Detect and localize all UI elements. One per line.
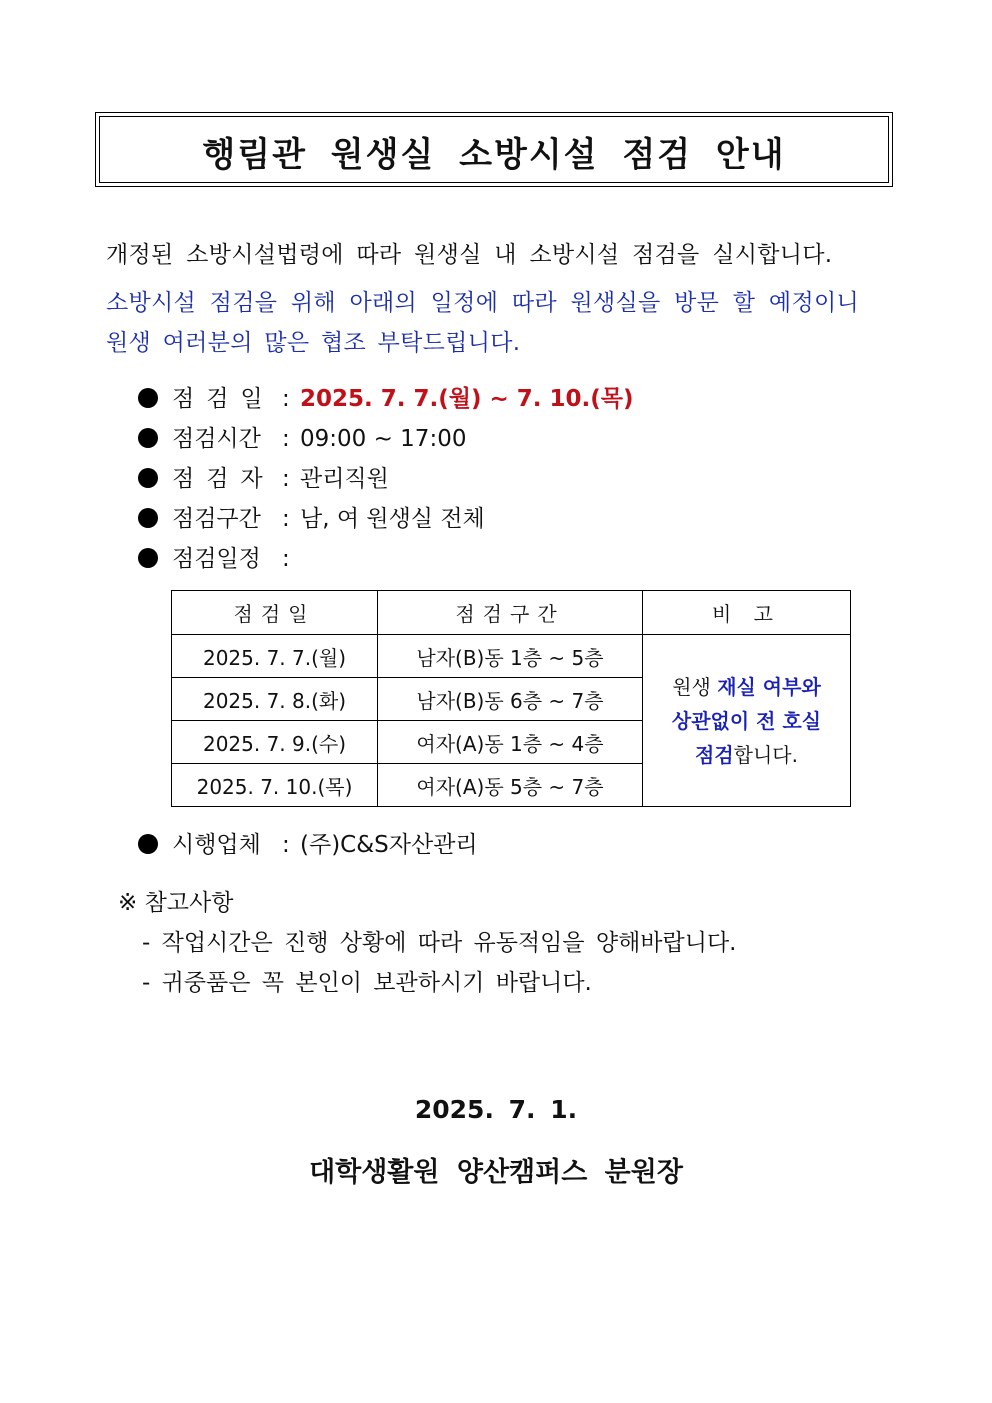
reference-item-2: - 귀중품은 꼭 본인이 보관하시기 바랍니다. — [142, 970, 592, 996]
item-label: 점검시간 — [172, 426, 261, 452]
note-bold-2: 상관없이 전 호실 — [671, 708, 822, 733]
note-bold-3: 점검 — [695, 742, 734, 767]
row-date: 2025. 7. 7.(월) — [172, 635, 378, 678]
item-inspection-schedule — [138, 542, 300, 576]
item-value: 관리직원 — [300, 466, 389, 492]
reference-item-1: - 작업시간은 진행 상황에 따라 유동적임을 양해바랍니다. — [142, 930, 737, 956]
row-area: 여자(A)동 1층 ~ 4층 — [378, 721, 643, 764]
title-box — [95, 112, 893, 187]
row-date: 2025. 7. 9.(수) — [172, 721, 378, 764]
intro-line-3: 원생 여러분의 많은 협조 부탁드립니다. — [106, 330, 521, 356]
header-note: 비 고 — [643, 591, 851, 635]
item-label: 점검일 — [172, 386, 275, 412]
item-inspection-date — [138, 382, 634, 416]
item-inspection-time — [138, 422, 466, 456]
item-vendor — [138, 828, 478, 862]
bullet-icon — [138, 834, 158, 854]
item-label: 점검일정 — [172, 546, 261, 572]
bullet-icon — [138, 468, 158, 488]
signature: 대학생활원 양산캠퍼스 분원장 — [309, 1157, 683, 1188]
item-value: 2025. 7. 7.(월) ~ 7. 10.(목) — [300, 386, 634, 412]
note-prefix: 원생 — [672, 674, 718, 699]
item-colon: : — [282, 506, 290, 532]
item-value: 09:00 ~ 17:00 — [300, 426, 467, 452]
page-title: 행림관 원생실 소방시설 점검 안내 — [202, 135, 786, 175]
bullet-icon — [138, 388, 158, 408]
intro-line-2: 소방시설 점검을 위해 아래의 일정에 따라 원생실을 방문 할 예정이니 — [106, 290, 860, 316]
item-colon: : — [282, 546, 290, 572]
item-colon: : — [282, 466, 290, 492]
item-value: (주)C&S자산관리 — [300, 832, 478, 858]
item-label: 시행업체 — [172, 832, 261, 858]
row-area: 남자(B)동 1층 ~ 5층 — [378, 635, 643, 678]
item-value: 남, 여 원생실 전체 — [300, 506, 485, 532]
item-colon: : — [282, 386, 290, 412]
item-inspector — [138, 462, 389, 496]
intro-line-1: 개정된 소방시설법령에 따라 원생실 내 소방시설 점검을 실시합니다. — [106, 242, 833, 268]
bullet-icon — [138, 508, 158, 528]
reference-heading: ※ 참고사항 — [118, 890, 234, 916]
row-date: 2025. 7. 8.(화) — [172, 678, 378, 721]
item-label: 점검자 — [172, 466, 275, 492]
row-area: 남자(B)동 6층 ~ 7층 — [378, 678, 643, 721]
table-header-row — [172, 591, 851, 635]
row-date: 2025. 7. 10.(목) — [172, 764, 378, 807]
bullet-icon — [138, 548, 158, 568]
header-area: 점검구간 — [378, 591, 643, 635]
table-row — [172, 635, 851, 678]
row-area: 여자(A)동 5층 ~ 7층 — [378, 764, 643, 807]
note-cell — [643, 635, 851, 807]
item-colon: : — [282, 426, 290, 452]
item-label: 점검구간 — [172, 506, 261, 532]
schedule-table — [171, 590, 851, 807]
item-inspection-area — [138, 502, 485, 536]
issue-date: 2025. 7. 1. — [414, 1095, 578, 1124]
note-suffix: 합니다. — [733, 742, 798, 767]
header-date: 점검일 — [172, 591, 378, 635]
bullet-icon — [138, 428, 158, 448]
note-bold-1: 재실 여부와 — [717, 674, 821, 699]
item-colon: : — [282, 832, 290, 858]
